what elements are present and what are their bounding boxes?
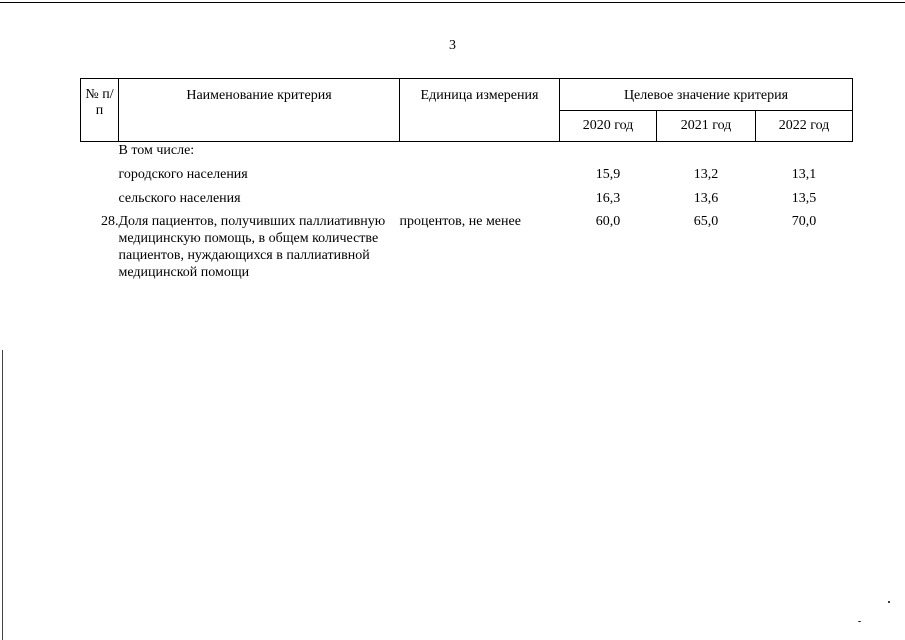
rural-value-2022: 13,5 — [791, 191, 817, 206]
row-28-value-2022: 70,0 — [791, 214, 817, 229]
urban-label: городского населения — [118, 167, 248, 182]
row-28-unit: процентов, не менее — [399, 214, 521, 229]
including-label: В том числе: — [118, 143, 195, 158]
scan-speck — [888, 601, 890, 603]
rural-label: сельского населения — [118, 191, 241, 206]
urban-value-2021: 13,2 — [693, 167, 719, 182]
urban-value-2022: 13,1 — [791, 167, 817, 182]
criteria-table — [80, 78, 853, 281]
table-row-28 — [81, 207, 853, 281]
top-border-line — [0, 2, 905, 3]
header-number: № п/п — [81, 79, 119, 142]
header-unit: Единица измерения — [400, 79, 560, 142]
scan-left-edge — [2, 350, 3, 640]
table-row-urban — [81, 159, 853, 183]
header-year-2020: 2020 год — [560, 111, 657, 142]
header-year-2021: 2021 год — [657, 111, 756, 142]
rural-value-2021: 13,6 — [693, 191, 719, 206]
table-row-including — [81, 142, 853, 160]
scan-speck — [858, 621, 861, 622]
row-28-number: 28. — [101, 214, 119, 229]
urban-value-2020: 15,9 — [595, 167, 621, 182]
header-year-2022: 2022 год — [756, 111, 853, 142]
header-target-value: Целевое значение критерия — [560, 79, 853, 111]
header-criterion-name: Наименование критерия — [119, 79, 400, 142]
table-row-rural — [81, 183, 853, 207]
row-28-name: Доля пациентов, получивших паллиативную медицинскую помощь, в общем количестве пациентов, нуждающихся в паллиативной медицинской помощи — [118, 214, 386, 280]
row-28-value-2021: 65,0 — [693, 214, 719, 229]
page-number: 3 — [449, 38, 456, 53]
row-28-value-2020: 60,0 — [595, 214, 621, 229]
rural-value-2020: 16,3 — [595, 191, 621, 206]
